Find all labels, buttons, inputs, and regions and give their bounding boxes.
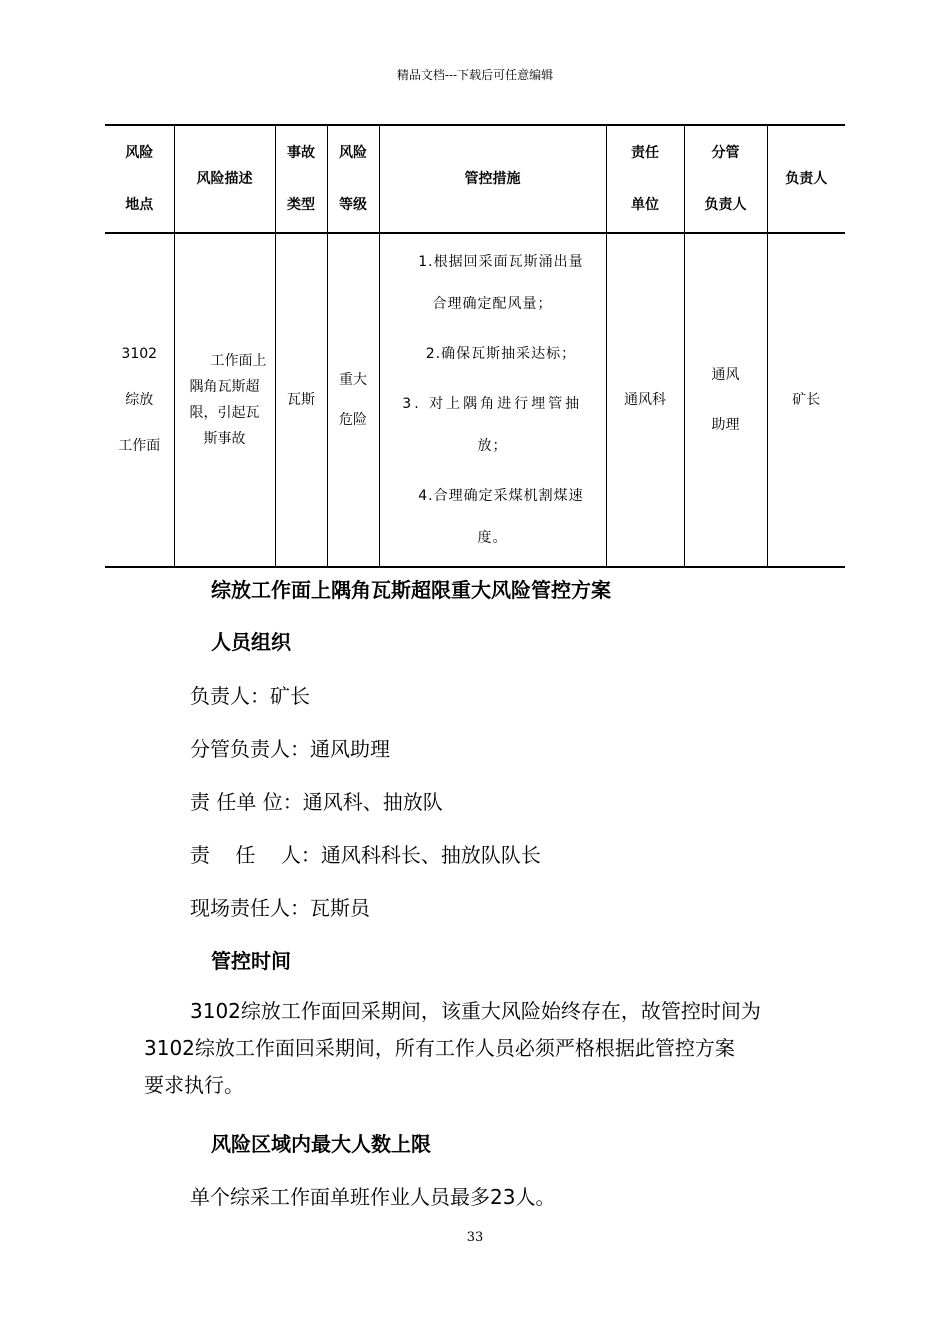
- heading-time: 管控时间: [211, 949, 291, 973]
- cell-description: 工作面上 隅角瓦斯超 限，引起瓦 斯事故: [174, 233, 275, 567]
- measure-1-cont: 合理确定配风量；: [432, 296, 553, 312]
- header-risk-level: 风险 等级: [327, 125, 379, 233]
- time-paragraph: 3102综放工作面回采期间，该重大风险始终存在，故管控时间为 3102综放工作面回采期间，所有工作人员必须严格根据此管控方案 要求执行。: [144, 999, 761, 1097]
- heading-org: 人员组织: [211, 630, 291, 654]
- document-title: 综放工作面上隅角瓦斯超限重大风险管控方案: [211, 578, 611, 602]
- measure-4-cont: 度。: [477, 530, 508, 546]
- header-unit: 责任 单位: [606, 125, 684, 233]
- measure-1: 1.根据回采面瓦斯涌出量: [418, 254, 584, 270]
- header-supervisor: 分管 负责人: [684, 125, 767, 233]
- cell-unit: 通风科: [606, 233, 684, 567]
- measure-4: 4.合理确定采煤机割煤速: [418, 488, 584, 504]
- org-line-supervisor: 分管负责人：通风助理: [190, 737, 390, 761]
- org-line-onsite: 现场责任人：瓦斯员: [190, 896, 370, 920]
- page-number: 33: [466, 1230, 484, 1245]
- risk-table: [105, 124, 845, 568]
- org-line-responsible: 责 任 人：通风科科长、抽放队队长: [190, 843, 541, 867]
- header-owner: 负责人: [767, 125, 845, 233]
- measure-3: 3. 对上隅角进行埋管抽: [402, 396, 583, 412]
- header-location: 风险 地点: [105, 125, 174, 233]
- page-header: 精品文档---下载后可任意编辑: [396, 68, 554, 82]
- org-line-owner: 负责人：矿长: [190, 684, 310, 708]
- cell-supervisor: 通风 助理: [684, 233, 767, 567]
- measure-3-cont: 放；: [477, 438, 508, 454]
- table-header-row: [105, 125, 845, 233]
- limit-text: 单个综采工作面单班作业人员最多23人。: [190, 1185, 556, 1209]
- header-accident-type: 事故 类型: [275, 125, 327, 233]
- cell-owner: 矿长: [767, 233, 845, 567]
- cell-accident-type: 瓦斯: [275, 233, 327, 567]
- cell-risk-level: 重大 危险: [327, 233, 379, 567]
- header-measures: 管控措施: [379, 125, 606, 233]
- heading-limit: 风险区域内最大人数上限: [211, 1132, 431, 1156]
- header-description: 风险描述: [174, 125, 275, 233]
- table-row: [105, 233, 845, 567]
- org-line-unit: 责 任单 位：通风科、抽放队: [190, 790, 443, 814]
- measure-2: 2.确保瓦斯抽采达标；: [425, 346, 577, 362]
- cell-location: 3102 综放 工作面: [105, 233, 174, 567]
- cell-measures: [379, 233, 606, 567]
